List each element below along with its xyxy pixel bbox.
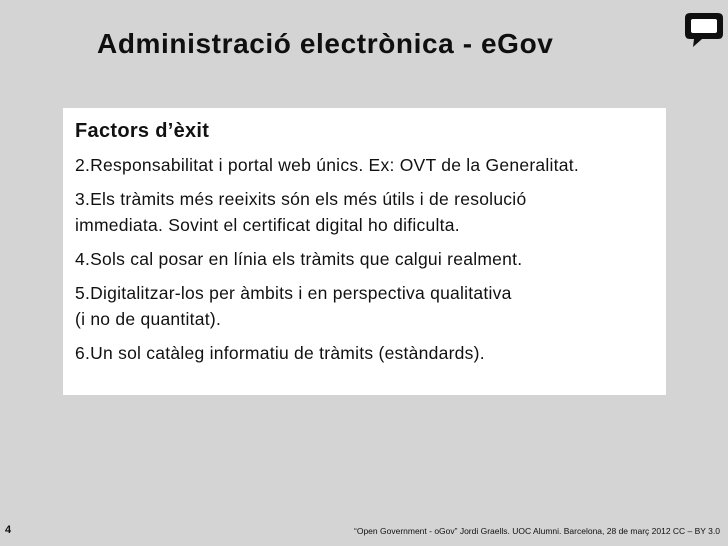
list-item-line: (i no de quantitat). (75, 309, 222, 329)
list-item (75, 340, 656, 366)
list-item (75, 246, 656, 272)
content-heading: Factors d’èxit (75, 120, 210, 142)
page-number: 4 (5, 524, 12, 536)
list-item (75, 186, 656, 238)
list-item-line: 4.Sols cal posar en línia els tràmits que calgui realment. (75, 249, 523, 269)
list-item (75, 280, 656, 332)
list-item (75, 152, 656, 178)
footer-credits: “Open Government - oGov” Jordi Graells. UOC Alumni. Barcelona, 28 de març 2012 CC – BY 3.0 (354, 526, 720, 536)
speech-bubble-icon (682, 10, 726, 50)
list-item-line: 5.Digitalitzar-los per àmbits i en perspectiva qualitativa (75, 283, 512, 303)
list-item-line: immediata. Sovint el certificat digital ho dificulta. (75, 215, 460, 235)
content-box (63, 108, 666, 395)
slide-title: Administració electrònica - eGov (97, 28, 554, 59)
list-item-line: 6.Un sol catàleg informatiu de tràmits (estàndards). (75, 343, 485, 363)
list-item-line: 2.Responsabilitat i portal web únics. Ex: OVT de la Generalitat. (75, 155, 579, 175)
list-item-line: 3.Els tràmits més reeixits són els més útils i de resolució (75, 189, 527, 209)
